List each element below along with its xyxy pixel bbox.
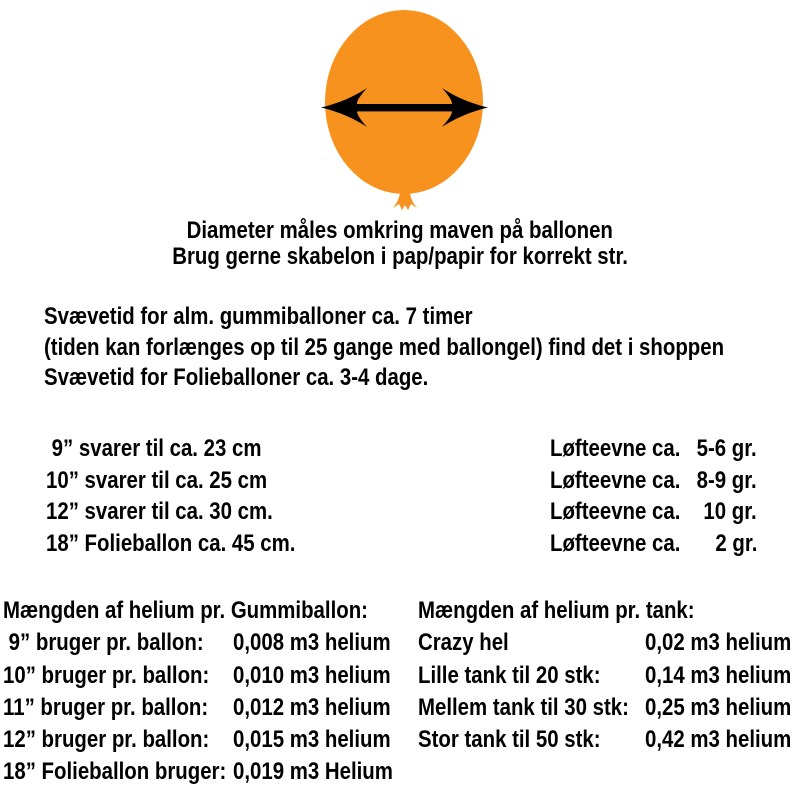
lift-label: Løfteevne ca.: [550, 498, 681, 525]
lift-value: 10 gr.: [703, 498, 757, 525]
tank-label: Stor tank til 50 stk:: [418, 726, 601, 754]
helium-per-tank-section: [418, 595, 798, 756]
float-time-info: [44, 302, 800, 394]
list-item: [0, 627, 412, 659]
tank-label: Lille tank til 20 stk:: [418, 661, 601, 689]
lift-value: 5-6 gr.: [696, 435, 757, 462]
balloon-size-label: 9” bruger pr. ballon:: [3, 629, 204, 657]
helium-amount: 0,019 m3 Helium: [233, 758, 393, 786]
table-row: [0, 465, 800, 497]
float-time-line2: (tiden kan forlænges op til 25 gange med ballongel) find det i shoppen: [44, 333, 725, 361]
balloon-knot-icon: [393, 193, 417, 210]
table-row: [0, 496, 800, 528]
helium-amount: 0,42 m3 helium: [645, 726, 792, 754]
list-item: [418, 627, 798, 659]
float-time-line1: Svævetid for alm. gummiballoner ca. 7 timer: [44, 303, 473, 330]
helium-per-tank-title: Mængden af helium pr. tank:: [418, 597, 695, 624]
balloon-size-label: 11” bruger pr. ballon:: [3, 693, 209, 721]
list-item: [418, 724, 798, 756]
list-item: [418, 692, 798, 724]
lift-label: Løfteevne ca.: [550, 529, 681, 557]
helium-amount: 0,14 m3 helium: [645, 661, 792, 689]
size-label: 12” svarer til ca. 30 cm.: [46, 498, 273, 525]
float-time-line3: Svævetid for Folieballoner ca. 3-4 dage.: [44, 364, 429, 391]
diameter-note-line1: Diameter måles omkring maven på ballonen: [186, 217, 614, 244]
diameter-note: [0, 218, 800, 269]
helium-amount: 0,25 m3 helium: [645, 693, 792, 721]
helium-amount: 0,008 m3 helium: [233, 629, 391, 657]
size-label: 10” svarer til ca. 25 cm: [46, 466, 268, 494]
helium-amount: 0,02 m3 helium: [645, 629, 792, 657]
helium-per-balloon-title: Mængden af helium pr. Gummiballon:: [3, 597, 368, 624]
tank-label: Crazy hel: [418, 629, 509, 657]
table-row: [0, 433, 800, 465]
list-item: [0, 756, 412, 788]
helium-amount: 0,015 m3 helium: [233, 726, 391, 754]
list-item: [0, 660, 412, 692]
list-item: [0, 724, 412, 756]
lift-label: Løfteevne ca.: [550, 435, 681, 462]
diameter-note-line2: Brug gerne skabelon i pap/papir for korrekt str.: [172, 242, 628, 270]
lift-value: 2 gr.: [715, 529, 757, 557]
size-lift-table: [0, 433, 800, 559]
size-label: 18” Folieballon ca. 45 cm.: [46, 529, 296, 557]
size-label: 9” svarer til ca. 23 cm: [46, 435, 262, 462]
balloon-size-label: 12” bruger pr. ballon:: [3, 726, 210, 754]
helium-per-balloon-section: [0, 595, 412, 789]
balloon-size-label: 18” Folieballon bruger:: [3, 758, 227, 786]
lift-value: 8-9 gr.: [696, 466, 757, 494]
tank-label: Mellem tank til 30 stk:: [418, 693, 629, 721]
list-item: [418, 660, 798, 692]
balloon-size-label: 10” bruger pr. ballon:: [3, 661, 210, 689]
helium-amount: 0,012 m3 helium: [233, 693, 391, 721]
table-row: [0, 528, 800, 560]
balloon-diameter-diagram: [300, 0, 500, 220]
helium-amount: 0,010 m3 helium: [233, 661, 391, 689]
list-item: [0, 692, 412, 724]
lift-label: Løfteevne ca.: [550, 466, 681, 494]
